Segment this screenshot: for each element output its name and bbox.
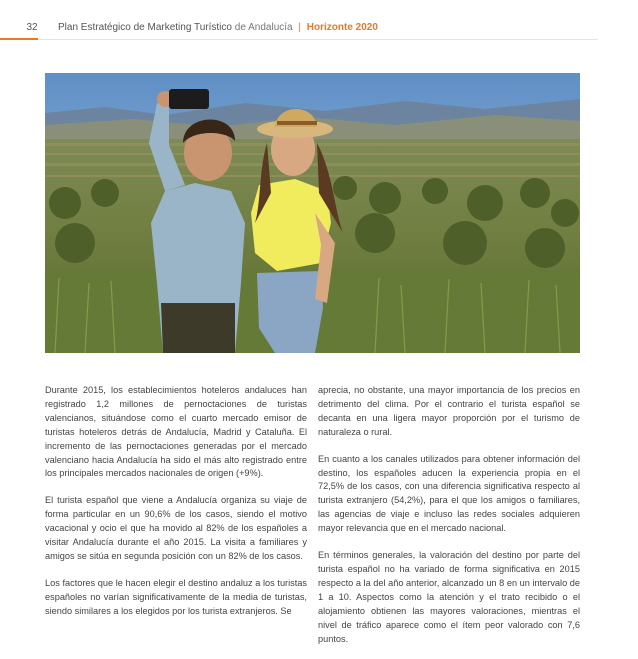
header-divider bbox=[38, 39, 598, 40]
page-number-underline bbox=[0, 38, 38, 40]
hero-photo bbox=[45, 73, 580, 353]
text-column-right bbox=[318, 384, 580, 659]
paragraph: En términos generales, la valoración del destino por parte del turista español no ha variado de forma significativa en 2015 respecto a la del año anterior, alcanzado un 8 en un intervalo de 1 a 10. Aspectos como la atención y el trato recibido o el alojamiento obtienen las mayores valoraciones, mientras el nivel de tráfico aparece como el ítem peor valorado con 7,6 puntos. bbox=[318, 550, 580, 644]
title-separator: | bbox=[298, 22, 301, 33]
title-region: de Andalucía bbox=[234, 22, 293, 33]
paragraph: En cuanto a los canales utilizados para obtener información del destino, los españoles aducen la experiencia propia en el 72,5% de los casos, con una diferencia significativa respecto al turista extranjero (54,2%), para el que los amigos o familiares, las agencias de viaje e incluso las redes sociales adquieren mayor relevancia que en el mercado nacional. bbox=[318, 453, 580, 534]
paragraph: Durante 2015, los establecimientos hoteleros andaluces han registrado 1,2 millones de pernoctaciones de turistas valencianos, situándose como el cuarto mercado emisor de turistas hoteleros detrás de Andalucía, Madrid y Cataluña. El incremento de las pernoctaciones generadas por el mercado valenciano hacia Andalucía ha sido el más alto registrado entre los principales mercados nacionales de origen (+9%). bbox=[45, 385, 307, 479]
paragraph: aprecia, no obstante, una mayor importancia de los precios en detrimento del clima. Por el contrario el turista español se decanta en una ligera mayor proporción por el turismo de naturaleza o rural. bbox=[318, 385, 580, 437]
page-number: 32 bbox=[26, 22, 38, 33]
paragraph: Los factores que le hacen elegir el destino andaluz a los turistas españoles no varían significativamente de la media de turistas, siendo similares a los elegidos por los turista extranjeros. Se bbox=[45, 577, 307, 616]
title-main: Plan Estratégico de Marketing Turístico bbox=[58, 22, 232, 33]
selfie-couple-illustration bbox=[45, 73, 580, 353]
running-title bbox=[58, 22, 378, 33]
page-header bbox=[0, 0, 638, 40]
paragraph: El turista español que viene a Andalucía organiza su viaje de forma particular en un 90,6% de los casos, siendo el motivo vacacional y ocio el que ha movido al 82% de los españoles a visitar Andalucía durante el año 2015. La visita a familiares y amigos se sitúa en segunda posición con un 82% de los casos. bbox=[45, 495, 307, 561]
title-accent: Horizonte 2020 bbox=[306, 22, 378, 33]
text-column-left bbox=[45, 384, 307, 632]
